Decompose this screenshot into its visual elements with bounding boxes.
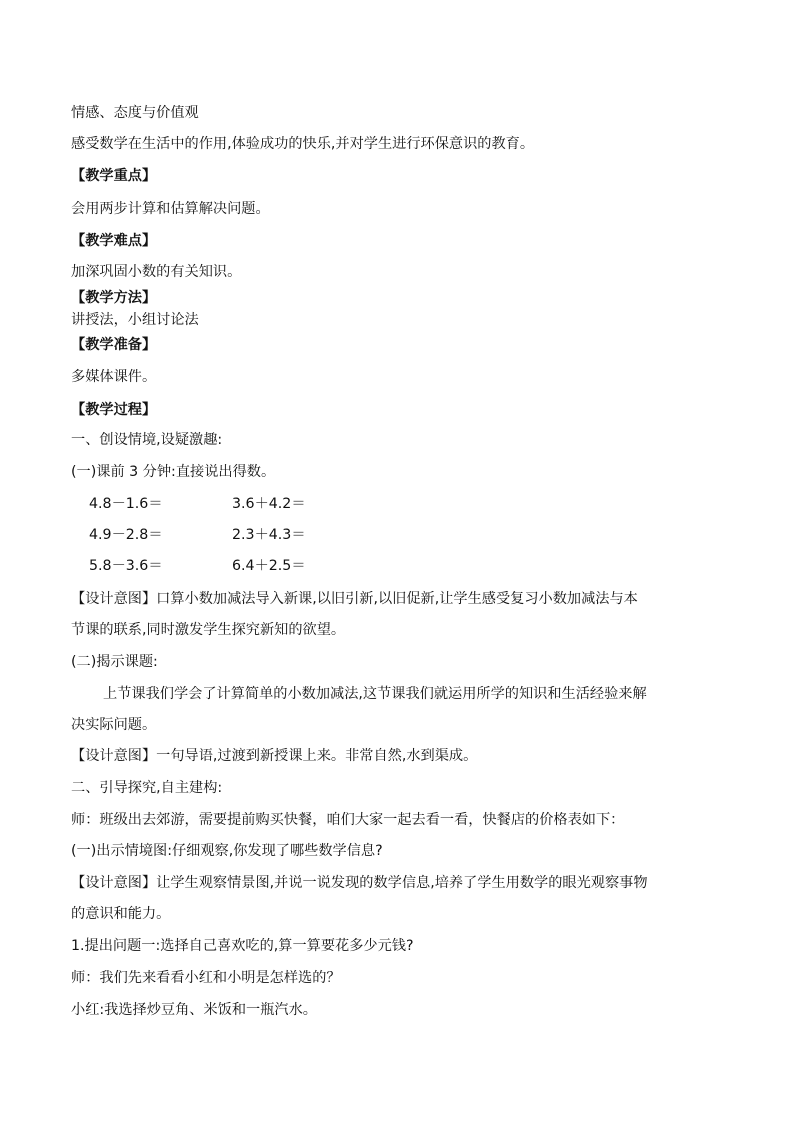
objective-text: 感受数学在生活中的作用,体验成功的快乐,并对学生进行环保意识的教育。 [71,136,535,152]
design-intent-3-line-2: 的意识和能力。 [71,906,171,922]
teacher-line-2: 师：我们先来看看小红和小明是怎样选的？ [71,970,341,986]
reveal-topic-text-line-2: 决实际问题。 [71,717,157,733]
equation: 6.4＋2.5＝ [232,558,306,574]
section-heading-difficulties: 【教学难点】 [71,233,157,249]
scene-instruction: (一)出示情境图:仔细观察,你发现了哪些数学信息? [71,843,383,859]
teacher-line-1: 师：班级出去郊游，需要提前购买快餐，咱们大家一起去看一看，快餐店的价格表如下： [71,812,625,828]
design-intent-1-line-2: 节课的联系,同时激发学生探究新知的欲望。 [71,622,346,638]
equation: 3.6＋4.2＝ [232,496,306,512]
design-intent-3-line-1: 【设计意图】让学生观察情景图,并说一说发现的数学信息,培养了学生用数学的眼光观察事物 [71,875,648,891]
warmup-instruction: (一)课前 3 分钟:直接说出得数。 [71,464,276,480]
step-one-heading: 一、创设情境,设疑激趣: [71,432,223,448]
preparation-text: 多媒体课件。 [71,369,157,385]
equation: 5.8－3.6＝ [89,558,163,574]
difficulties-text: 加深巩固小数的有关知识。 [71,264,242,280]
equation: 4.8－1.6＝ [89,496,163,512]
section-heading-key-points: 【教学重点】 [71,168,157,184]
equation: 2.3＋4.3＝ [232,527,306,543]
key-points-text: 会用两步计算和估算解决问题。 [71,201,270,217]
question-one: 1.提出问题一:选择自己喜欢吃的,算一算要花多少元钱? [71,938,414,954]
objective-heading: 情感、态度与价值观 [71,105,199,121]
reveal-topic-text-line-1: 上节课我们学会了计算简单的小数加减法,这节课我们就运用所学的知识和生活经验来解 [103,686,647,702]
student-xiaohong-line: 小红:我选择炒豆角、米饭和一瓶汽水。 [71,1002,317,1018]
equation: 4.9－2.8＝ [89,527,163,543]
methods-text: 讲授法，小组讨论法 [71,312,199,328]
step-two-heading: 二、引导探究,自主建构: [71,780,223,796]
section-heading-preparation: 【教学准备】 [71,337,157,353]
section-heading-methods: 【教学方法】 [71,290,157,306]
reveal-topic-heading: (二)揭示课题: [71,654,158,670]
design-intent-2: 【设计意图】一句导语,过渡到新授课上来。非常自然,水到渠成。 [71,748,478,764]
section-heading-process: 【教学过程】 [71,402,157,418]
design-intent-1-line-1: 【设计意图】口算小数加减法导入新课,以旧引新,以旧促新,让学生感受复习小数加减法与本 [71,591,638,607]
